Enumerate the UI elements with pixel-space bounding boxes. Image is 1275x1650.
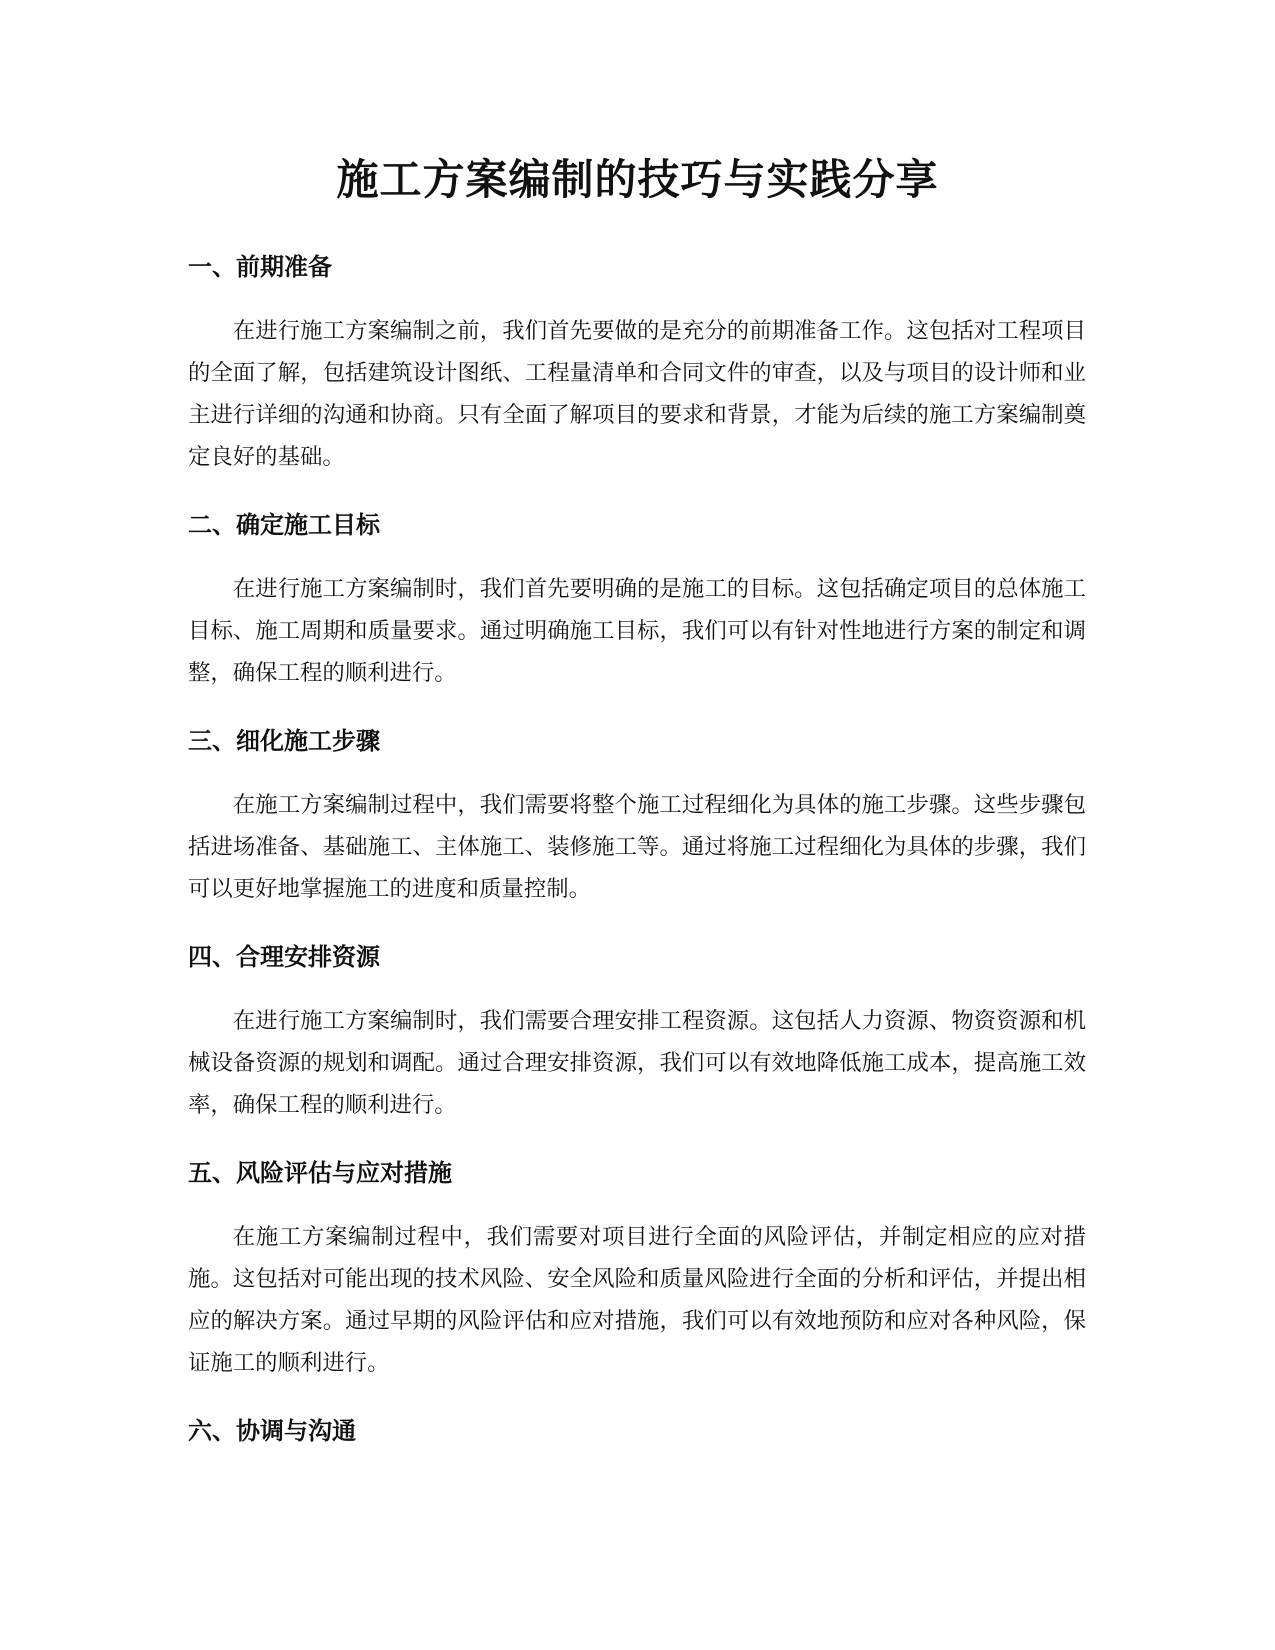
section-heading-risk-assessment: 五、风险评估与应对措施 [188,1159,452,1187]
section-heading-construction-steps: 三、细化施工步骤 [188,727,380,755]
section-heading-resource-allocation: 四、合理安排资源 [188,943,380,971]
section-body-risk-assessment: 在施工方案编制过程中，我们需要对项目进行全面的风险评估，并制定相应的应对措施。这包括对可能出现的技术风险、安全风险和质量风险进行全面的分析和评估，并提出相应的解决方案。通过早期的风险评估和应对措施，我们可以有效地预防和应对各种风险，保证施工的顺利进行。 [188,1224,1086,1376]
section-body-resource-allocation: 在进行施工方案编制时，我们需要合理安排工程资源。这包括人力资源、物资资源和机械设备资源的规划和调配。通过合理安排资源，我们可以有效地降低施工成本，提高施工效率，确保工程的顺利进行。 [188,1008,1086,1118]
section-heading-construction-goals: 二、确定施工目标 [188,511,380,539]
section-heading-coordination: 六、协调与沟通 [188,1417,356,1445]
section-body-preparation: 在进行施工方案编制之前，我们首先要做的是充分的前期准备工作。这包括对工程项目的全面了解，包括建筑设计图纸、工程量清单和合同文件的审查，以及与项目的设计师和业主进行详细的沟通和协商。只有全面了解项目的要求和背景，才能为后续的施工方案编制奠定良好的基础。 [188,318,1086,470]
page-title: 施工方案编制的技巧与实践分享 [336,155,939,204]
section-heading-preparation: 一、前期准备 [188,253,332,281]
section-body-construction-goals: 在进行施工方案编制时，我们首先要明确的是施工的目标。这包括确定项目的总体施工目标、施工周期和质量要求。通过明确施工目标，我们可以有针对性地进行方案的制定和调整，确保工程的顺利进行。 [188,576,1086,686]
section-body-construction-steps: 在施工方案编制过程中，我们需要将整个施工过程细化为具体的施工步骤。这些步骤包括进场准备、基础施工、主体施工、装修施工等。通过将施工过程细化为具体的步骤，我们可以更好地掌握施工的进度和质量控制。 [188,792,1086,902]
